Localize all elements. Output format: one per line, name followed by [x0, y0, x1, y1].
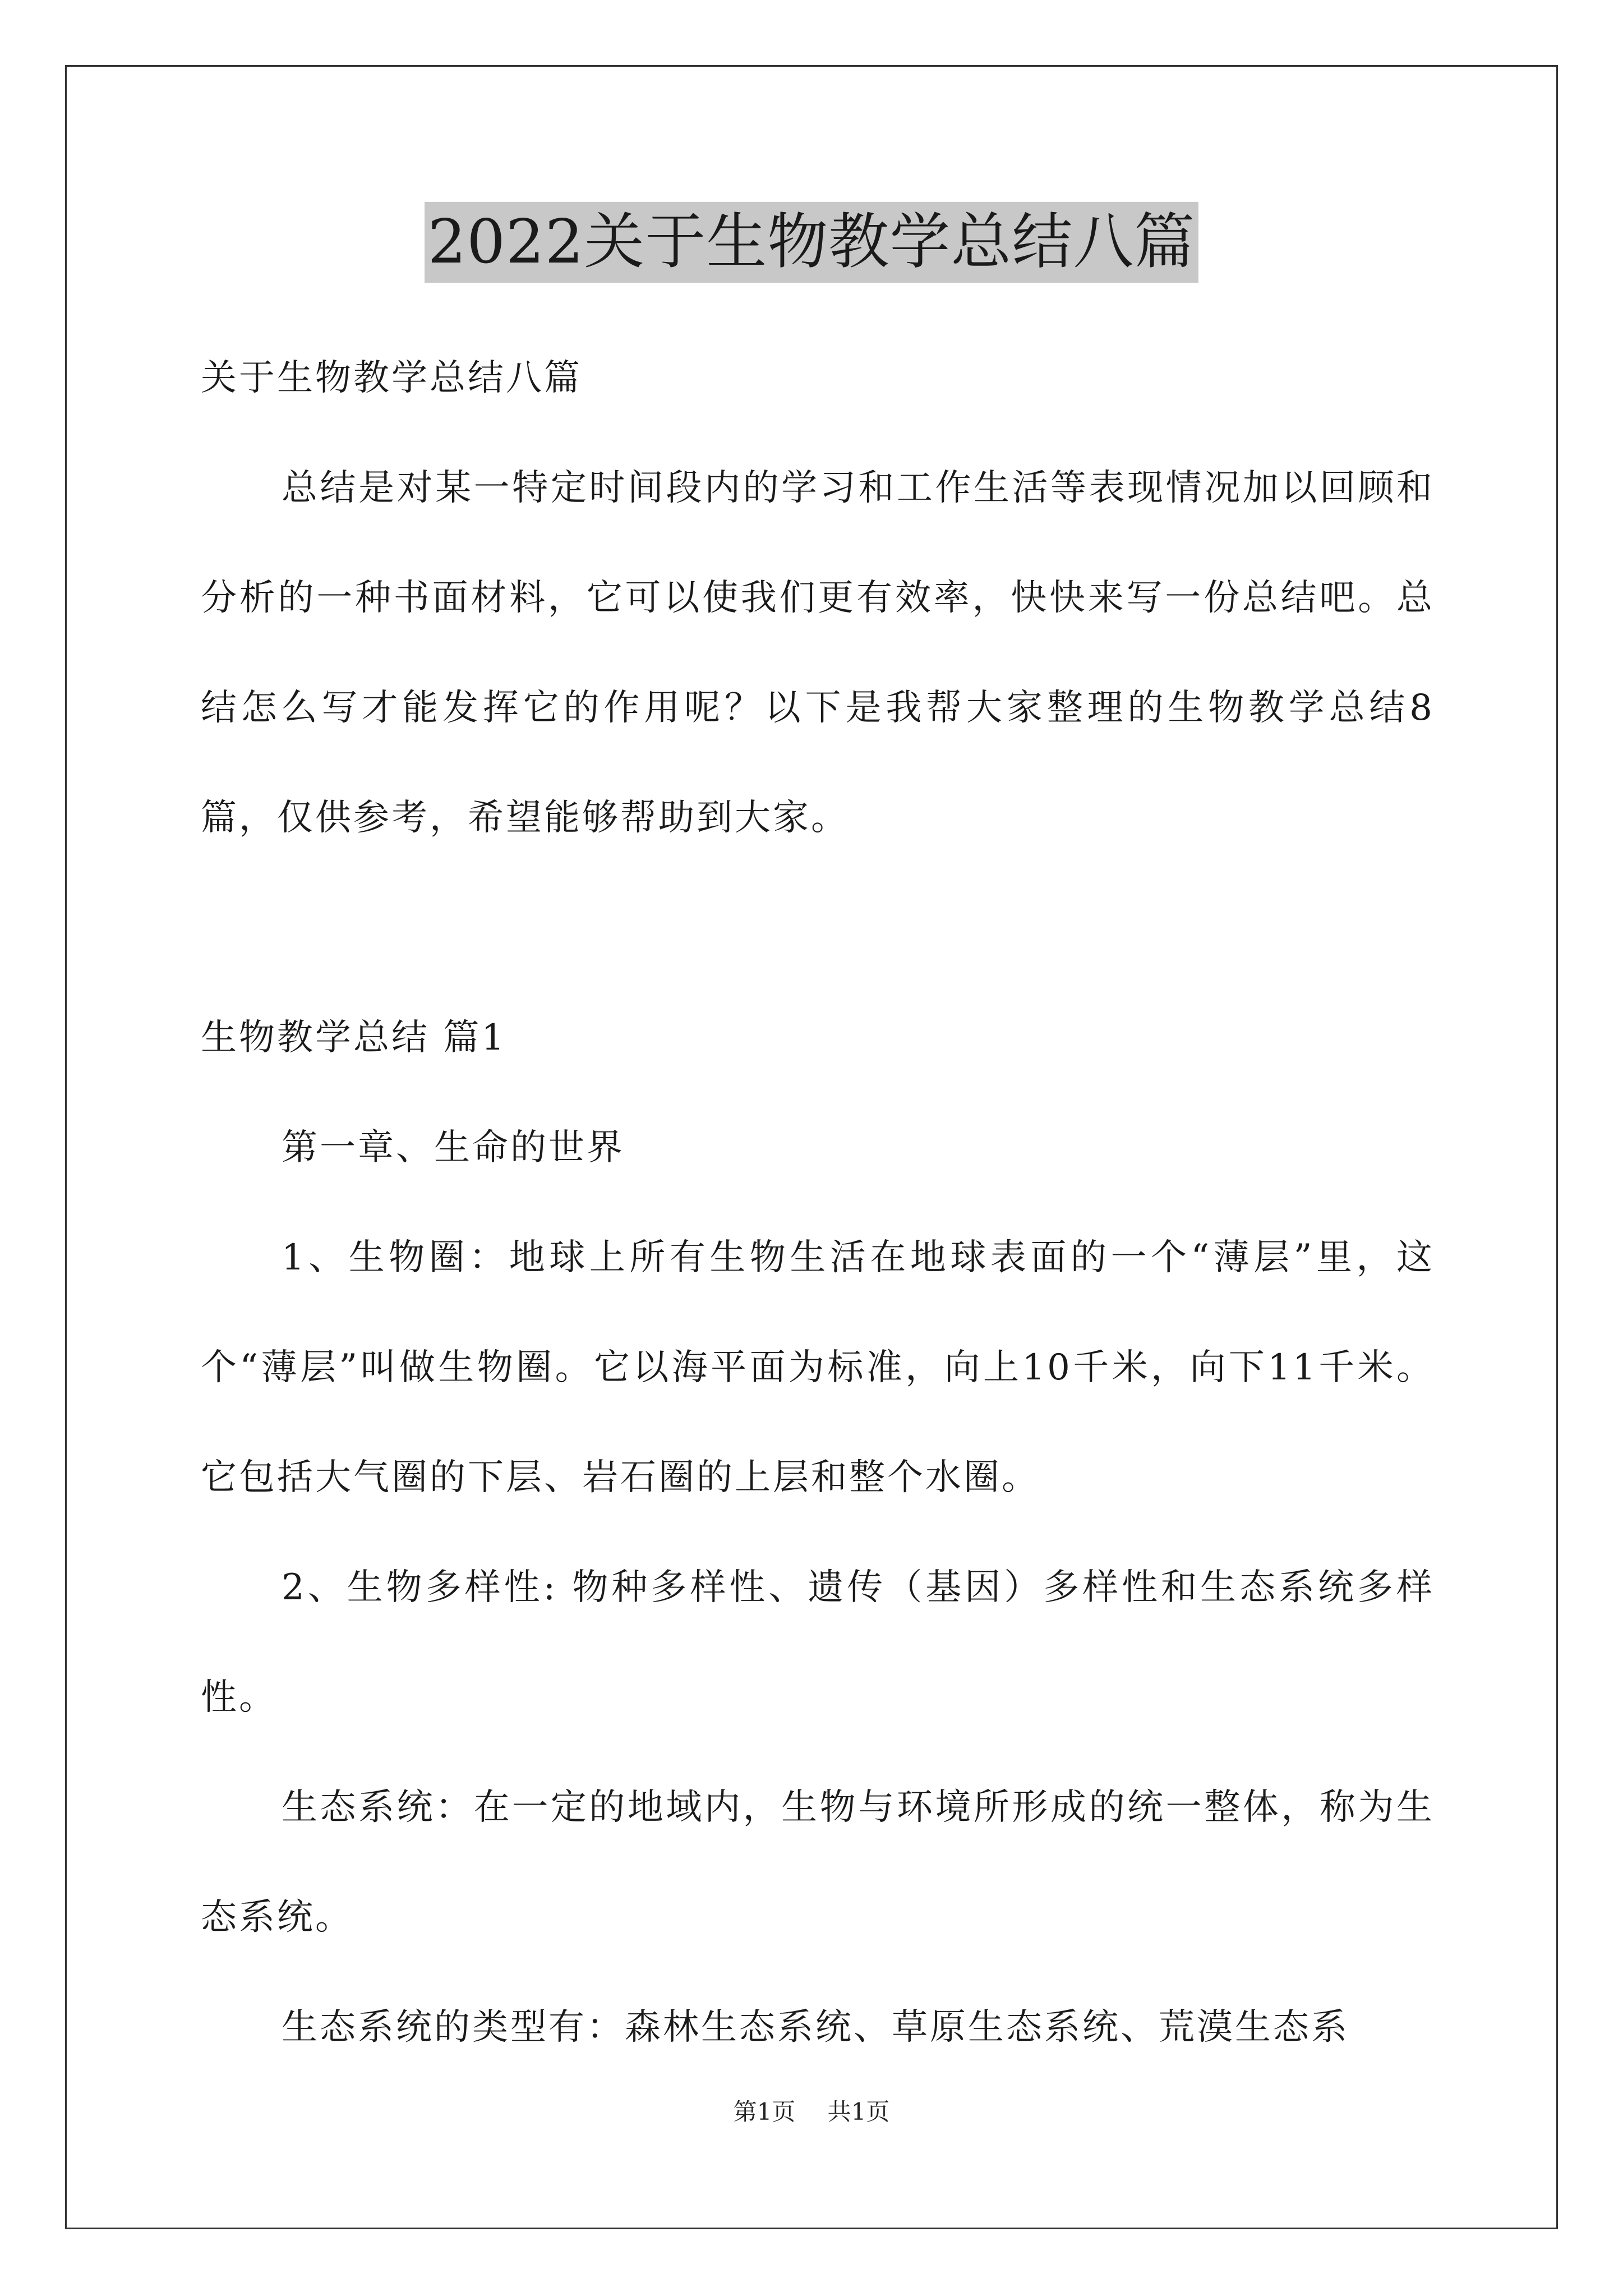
paragraph-ecosystem-types: 生态系统的类型有：森林生态系统、草原生态系统、荒漠生态系: [282, 2007, 1349, 2048]
paragraph-biodiversity: 2、生物多样性: 物种多样性、遗传（基因）多样性和生态系统多样性。: [201, 1567, 1435, 1718]
document-body: [201, 323, 1435, 2082]
page-footer: [0, 2093, 1623, 2127]
chapter-heading: 第一章、生命的世界: [282, 1127, 625, 1168]
section-heading: 生物教学总结 篇1: [201, 1017, 507, 1059]
document-title: 2022关于生物教学总结八篇: [425, 202, 1199, 283]
paragraph-ecosystem: 生态系统：在一定的地域内，生物与环境所形成的统一整体，称为生态系统。: [201, 1787, 1435, 1938]
title-area: [0, 202, 1623, 283]
spacer: [201, 873, 1435, 983]
page-number-total: 共1页: [827, 2098, 890, 2125]
intro-paragraph: 总结是对某一特定时间段内的学习和工作生活等表现情况加以回顾和分析的一种书面材料，它可以使我们更有效率，快快来写一份总结吧。总结怎么写才能发挥它的作用呢？以下是我帮大家整理的生物教学总结8篇，仅供参考，希望能够帮助到大家。: [201, 467, 1435, 839]
paragraph-biosphere: 1、生物圈：地球上所有生物生活在地球表面的一个“薄层”里，这个“薄层”叫做生物圈。它以海平面为标准，向上10千米，向下11千米。它包括大气圈的下层、岩石圈的上层和整个水圈。: [201, 1237, 1435, 1498]
page-number-current: 第1页: [733, 2098, 796, 2125]
document-subtitle: 关于生物教学总结八篇: [201, 357, 582, 399]
